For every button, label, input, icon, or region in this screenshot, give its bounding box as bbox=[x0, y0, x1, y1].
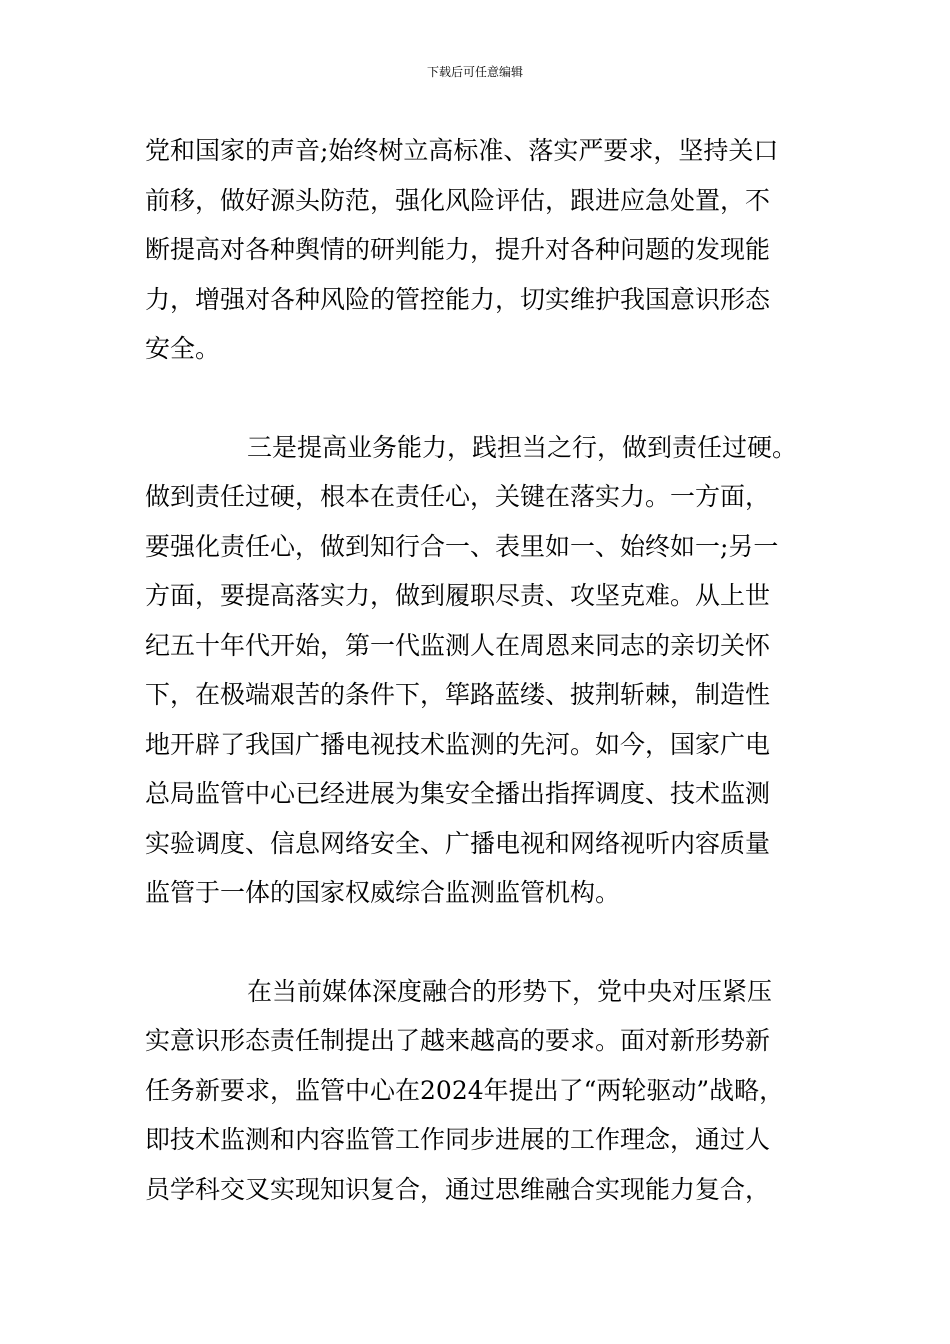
text-line: 实意识形态责任制提出了越来越高的要求。面对新形势新 bbox=[145, 1026, 771, 1055]
text-line: 地开辟了我国广播电视技术监测的先河。如今，国家广电 bbox=[145, 729, 771, 759]
paragraph-spacer bbox=[145, 374, 835, 423]
text-line: 下，在极端艰苦的条件下，筚路蓝缕、披荆斩棘，制造性 bbox=[145, 680, 771, 709]
text-line: 监管于一体的国家权威综合监测监管机构。 bbox=[145, 878, 621, 907]
text-line: 断提高对各种舆情的研判能力，提升对各种问题的发现能 bbox=[145, 235, 771, 264]
paragraph-3 bbox=[145, 967, 835, 1215]
text-line-indented: 三是提高业务能力，践担当之行，做到责任过硬。 bbox=[247, 432, 798, 462]
paragraph-spacer bbox=[145, 918, 835, 967]
page-header: 下载后可任意编辑 bbox=[426, 65, 523, 79]
text-line: 即技术监测和内容监管工作同步进展的工作理念，通过人 bbox=[145, 1125, 771, 1154]
text-line: 总局监管中心已经进展为集安全播出指挥调度、技术监测 bbox=[145, 779, 771, 808]
text-line: 纪五十年代开始，第一代监测人在周恩来同志的亲切关怀 bbox=[145, 630, 771, 660]
text-line: 安全。 bbox=[145, 334, 221, 363]
text-line: 党和国家的声音;始终树立高标准、落实严要求，坚持关口 bbox=[145, 136, 779, 165]
paragraph-1 bbox=[145, 126, 835, 374]
document-body bbox=[145, 126, 835, 1214]
text-line-indented: 在当前媒体深度融合的形势下，党中央对压紧压 bbox=[247, 976, 773, 1006]
text-line: 力，增强对各种风险的管控能力，切实维护我国意识形态 bbox=[145, 284, 771, 314]
text-line: 员学科交叉实现知识复合，通过思维融合实现能力复合， bbox=[145, 1174, 771, 1204]
text-line: 前移，做好源头防范，强化风险评估，跟进应急处置，不 bbox=[145, 185, 771, 215]
text-line: 做到责任过硬，根本在责任心，关键在落实力。一方面， bbox=[145, 482, 771, 511]
text-line: 要强化责任心，做到知行合一、表里如一、始终如一;另一 bbox=[145, 531, 779, 561]
text-line: 任务新要求，监管中心在2024年提出了“两轮驱动”战略， bbox=[145, 1075, 785, 1105]
text-line: 实验调度、信息网络安全、广播电视和网络视听内容质量 bbox=[145, 828, 771, 858]
paragraph-2 bbox=[145, 423, 835, 918]
text-line: 方面，要提高落实力，做到履职尽责、攻坚克难。从上世 bbox=[145, 581, 771, 610]
